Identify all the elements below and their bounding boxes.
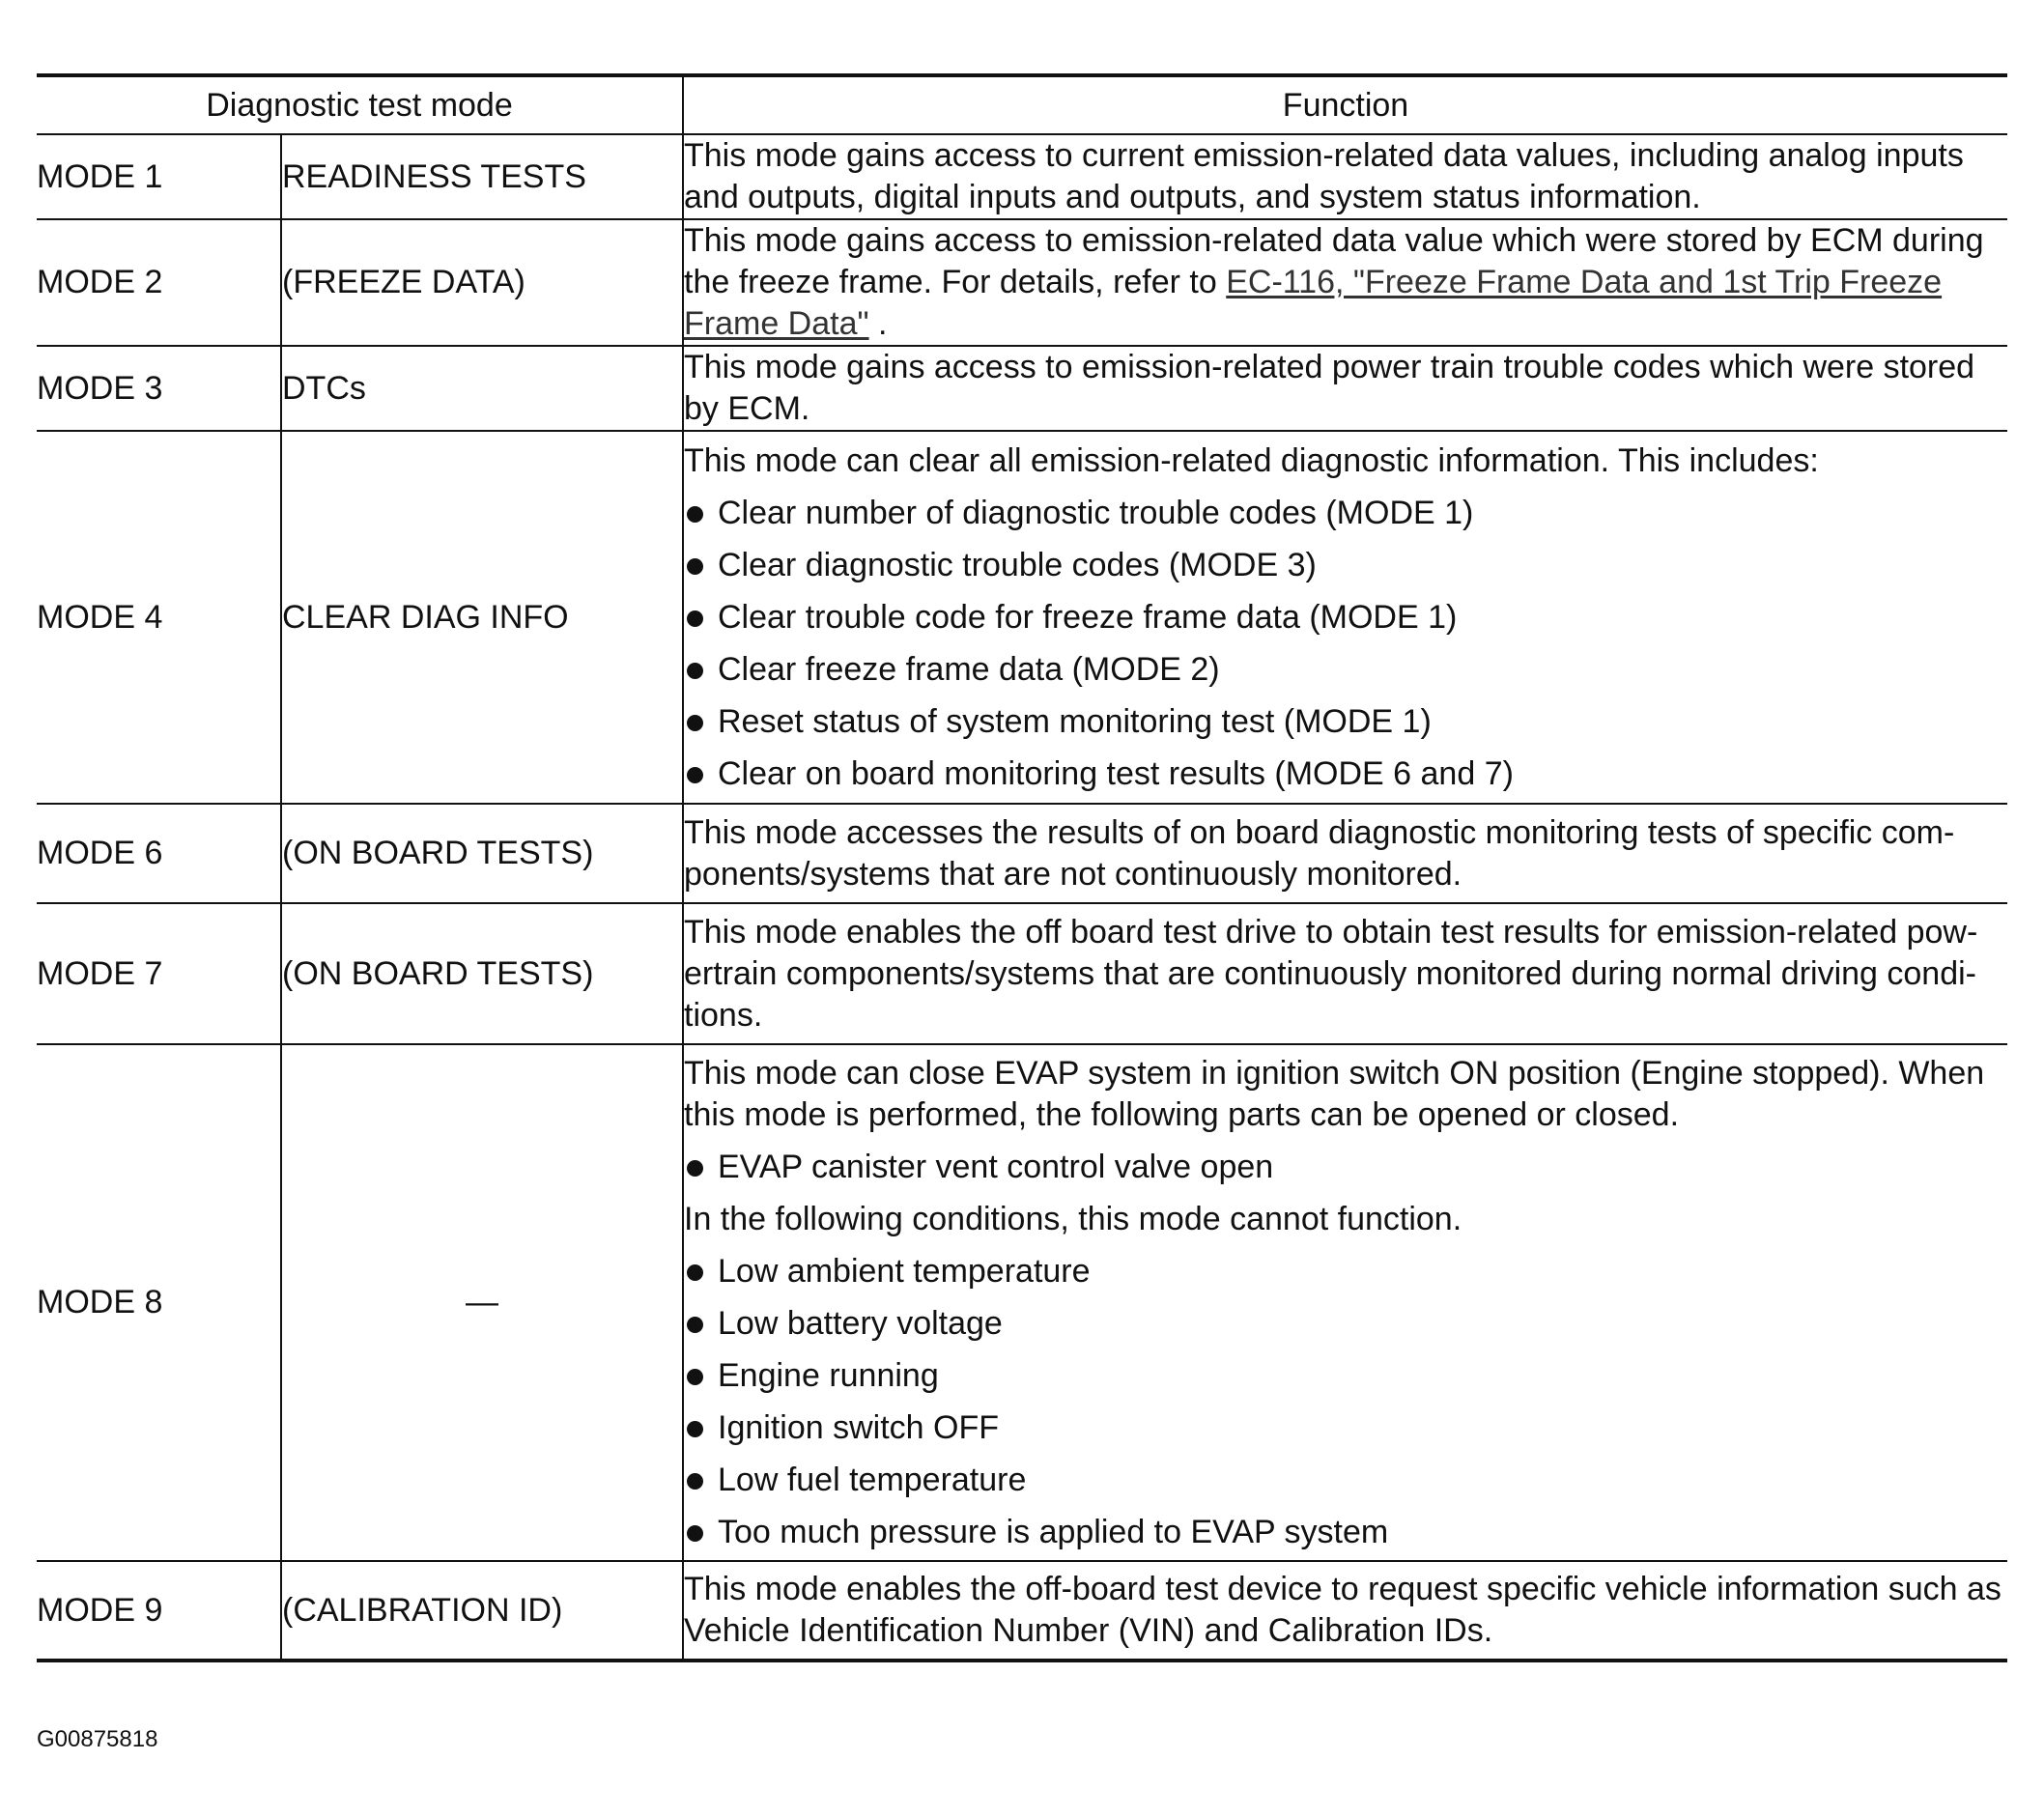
function-text-after-link: . xyxy=(868,305,888,342)
function-text: This mode enables the off-board test device to request specific vehicle information such as Vehicle Identification Number (VIN) and Calibration IDs. xyxy=(684,1571,2001,1649)
document-page xyxy=(37,73,2007,1662)
mode-id: MODE 3 xyxy=(37,346,281,431)
mode-name: (ON BOARD TESTS) xyxy=(281,804,683,903)
list-item: Clear freeze frame data (MODE 2) xyxy=(684,649,2007,691)
mode-function xyxy=(683,1044,2007,1561)
function-intro: This mode can close EVAP system in ignition switch ON position (Engine stopped). When this mode is performed, the following parts can be opened or closed. xyxy=(684,1054,1985,1133)
list-item: Low battery voltage xyxy=(684,1303,2007,1345)
bullet-icon xyxy=(687,715,703,731)
function-text: This mode accesses the results of on board diagnostic monitoring tests of specific com-ponents/systems that are not continuously monitored. xyxy=(684,813,1955,893)
mode-id: MODE 6 xyxy=(37,804,281,903)
bullet-icon xyxy=(687,1264,703,1281)
list-item: Clear diagnostic trouble codes (MODE 3) xyxy=(684,545,2007,586)
function-text: This mode gains access to current emission-related data values, including analog inputs and outputs, digital inputs and outputs, and system status information. xyxy=(684,137,1964,215)
bullet-list xyxy=(684,493,2007,795)
mode-id: MODE 9 xyxy=(37,1561,281,1661)
bullet-icon xyxy=(687,610,703,627)
freeze-frame-reference-link[interactable]: EC-116, "Freeze Frame Data and 1st Trip Freeze Frame Data" xyxy=(684,264,1943,342)
mode-name: READINESS TESTS xyxy=(281,134,683,219)
list-item: Reset status of system monitoring test (MODE 1) xyxy=(684,701,2007,743)
mode-function xyxy=(683,431,2007,804)
list-item: Ignition switch OFF xyxy=(684,1407,2007,1449)
function-text-before-link: This mode gains access to emission-related data value which were stored by ECM during the freeze frame. For details, refer to xyxy=(684,222,1984,300)
bullet-list xyxy=(684,1251,2007,1553)
mode-id: MODE 2 xyxy=(37,219,281,346)
list-item: Clear on board monitoring test results (MODE 6 and 7) xyxy=(684,753,2007,795)
mode-name: (CALIBRATION ID) xyxy=(281,1561,683,1661)
table-row-mode-7 xyxy=(37,903,2007,1044)
table-row-mode-9 xyxy=(37,1561,2007,1661)
list-item: Clear number of diagnostic trouble codes (MODE 1) xyxy=(684,493,2007,534)
table-row-mode-4 xyxy=(37,431,2007,804)
diagnostic-mode-table xyxy=(37,73,2007,1662)
function-conditions-intro: In the following conditions, this mode cannot function. xyxy=(684,1200,1462,1237)
mode-id: MODE 1 xyxy=(37,134,281,219)
mode-function xyxy=(683,804,2007,903)
bullet-icon xyxy=(687,506,703,523)
bullet-icon xyxy=(687,767,703,783)
mode-id: MODE 8 xyxy=(37,1044,281,1561)
list-item: Low fuel temperature xyxy=(684,1460,2007,1501)
table-header-row xyxy=(37,75,2007,134)
mode-name: (ON BOARD TESTS) xyxy=(281,903,683,1044)
list-item: Low ambient temperature xyxy=(684,1251,2007,1292)
table-row-mode-3 xyxy=(37,346,2007,431)
function-text: This mode enables the off board test drive to obtain test results for emission-related pow-ertrain components/systems that are continuously monitored during normal driving condi-tions. xyxy=(684,913,1978,1034)
table-row-mode-6 xyxy=(37,804,2007,903)
bullet-icon xyxy=(687,1369,703,1385)
bullet-icon xyxy=(687,1525,703,1542)
table-row-mode-8 xyxy=(37,1044,2007,1561)
mode-function xyxy=(683,903,2007,1044)
bullet-icon xyxy=(687,1421,703,1437)
header-diagnostic-test-mode: Diagnostic test mode xyxy=(37,75,683,134)
mode-function xyxy=(683,219,2007,346)
function-text xyxy=(684,220,2007,345)
mode-name: — xyxy=(281,1044,683,1561)
mode-function xyxy=(683,1561,2007,1661)
mode-name: (FREEZE DATA) xyxy=(281,219,683,346)
function-intro: This mode can clear all emission-related diagnostic information. This includes: xyxy=(684,441,1819,479)
mode-id: MODE 4 xyxy=(37,431,281,804)
mode-function xyxy=(683,134,2007,219)
list-item: Clear trouble code for freeze frame data (MODE 1) xyxy=(684,597,2007,639)
function-text: This mode gains access to emission-related power train trouble codes which were stored by ECM. xyxy=(684,349,1975,427)
mode-name: CLEAR DIAG INFO xyxy=(281,431,683,804)
bullet-list xyxy=(684,1147,2007,1188)
mode-id: MODE 7 xyxy=(37,903,281,1044)
list-item: EVAP canister vent control valve open xyxy=(684,1147,2007,1188)
table-row-mode-1 xyxy=(37,134,2007,219)
bullet-icon xyxy=(687,663,703,679)
bullet-icon xyxy=(687,1473,703,1490)
list-item: Too much pressure is applied to EVAP system xyxy=(684,1512,2007,1553)
list-item: Engine running xyxy=(684,1355,2007,1397)
table-row-mode-2 xyxy=(37,219,2007,346)
figure-code: G00875818 xyxy=(37,1726,158,1752)
mode-function xyxy=(683,346,2007,431)
bullet-icon xyxy=(687,1160,703,1177)
bullet-icon xyxy=(687,1317,703,1333)
header-function: Function xyxy=(1282,86,1409,124)
bullet-icon xyxy=(687,558,703,575)
mode-name: DTCs xyxy=(281,346,683,431)
